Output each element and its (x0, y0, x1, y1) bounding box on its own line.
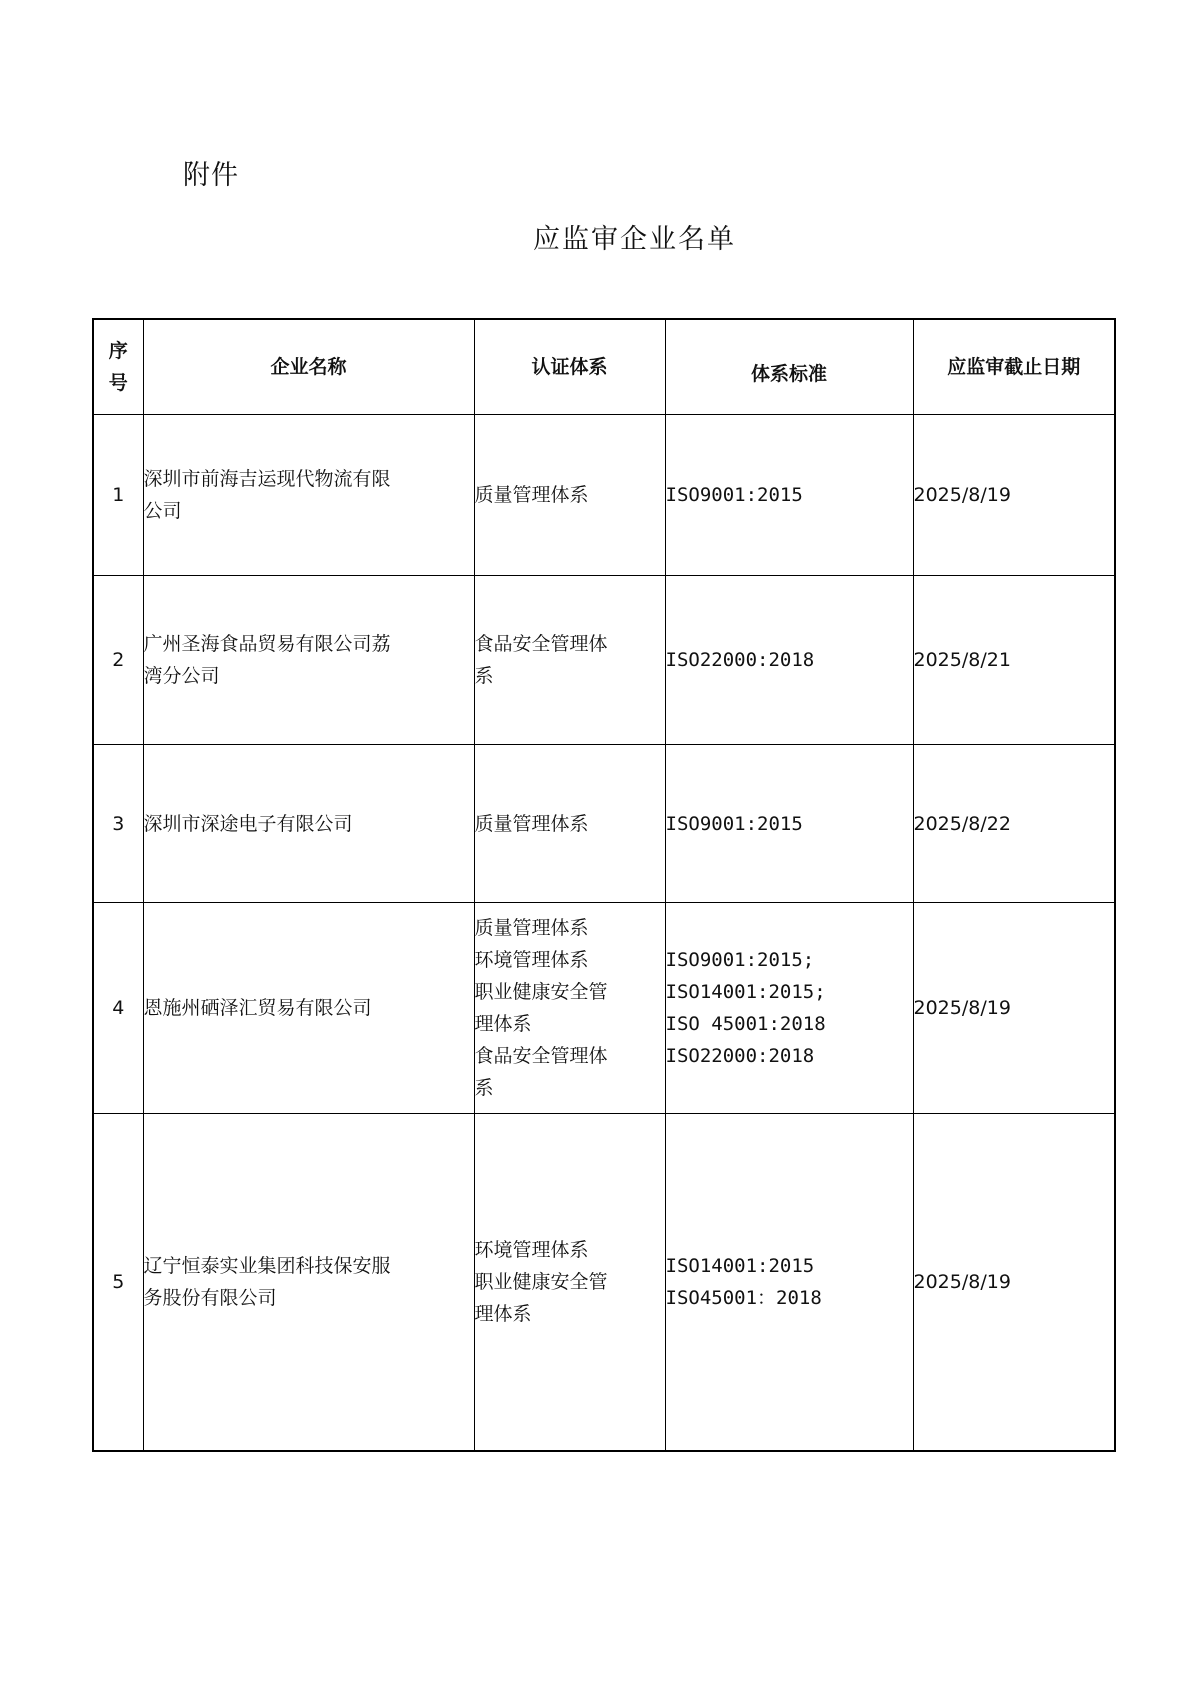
row-company: 恩施州硒泽汇贸易有限公司 (143, 903, 474, 1114)
row-company: 深圳市前海吉运现代物流有限 公司 (143, 415, 474, 576)
company-list-table (92, 318, 1116, 1452)
row-seq: 5 (93, 1114, 143, 1452)
document-title: 应监审企业名单 (533, 224, 736, 255)
header-system: 认证体系 (474, 319, 665, 415)
row-deadline: 2025/8/22 (913, 745, 1115, 903)
row-seq: 4 (93, 903, 143, 1114)
row-deadline: 2025/8/19 (913, 415, 1115, 576)
header-seq: 序 号 (93, 319, 143, 415)
row-seq: 3 (93, 745, 143, 903)
table-row (93, 745, 1115, 903)
row-company: 广州圣海食品贸易有限公司荔 湾分公司 (143, 576, 474, 745)
row-deadline: 2025/8/21 (913, 576, 1115, 745)
row-standard: ISO9001:2015; ISO14001:2015; ISO 45001:2018 ISO22000:2018 (665, 903, 913, 1114)
row-seq: 2 (93, 576, 143, 745)
row-standard: ISO22000:2018 (665, 576, 913, 745)
table-row (93, 415, 1115, 576)
row-system: 质量管理体系 (474, 745, 665, 903)
row-system: 质量管理体系 环境管理体系 职业健康安全管 理体系 食品安全管理体 系 (474, 903, 665, 1114)
row-seq: 1 (93, 415, 143, 576)
row-standard: ISO9001:2015 (665, 745, 913, 903)
table-row (93, 903, 1115, 1114)
row-deadline: 2025/8/19 (913, 1114, 1115, 1452)
table-header-row (93, 319, 1115, 415)
row-standard: ISO14001:2015 ISO45001：2018 (665, 1114, 913, 1452)
table-row (93, 576, 1115, 745)
header-deadline: 应监审截止日期 (913, 319, 1115, 415)
table-row (93, 1114, 1115, 1452)
row-system: 质量管理体系 (474, 415, 665, 576)
header-standard: 体系标准 (665, 319, 913, 415)
row-company: 辽宁恒泰实业集团科技保安服 务股份有限公司 (143, 1114, 474, 1452)
row-system: 环境管理体系 职业健康安全管 理体系 (474, 1114, 665, 1452)
row-standard: ISO9001:2015 (665, 415, 913, 576)
header-company: 企业名称 (143, 319, 474, 415)
row-company: 深圳市深途电子有限公司 (143, 745, 474, 903)
attachment-label: 附件 (183, 160, 239, 191)
row-deadline: 2025/8/19 (913, 903, 1115, 1114)
row-system: 食品安全管理体 系 (474, 576, 665, 745)
